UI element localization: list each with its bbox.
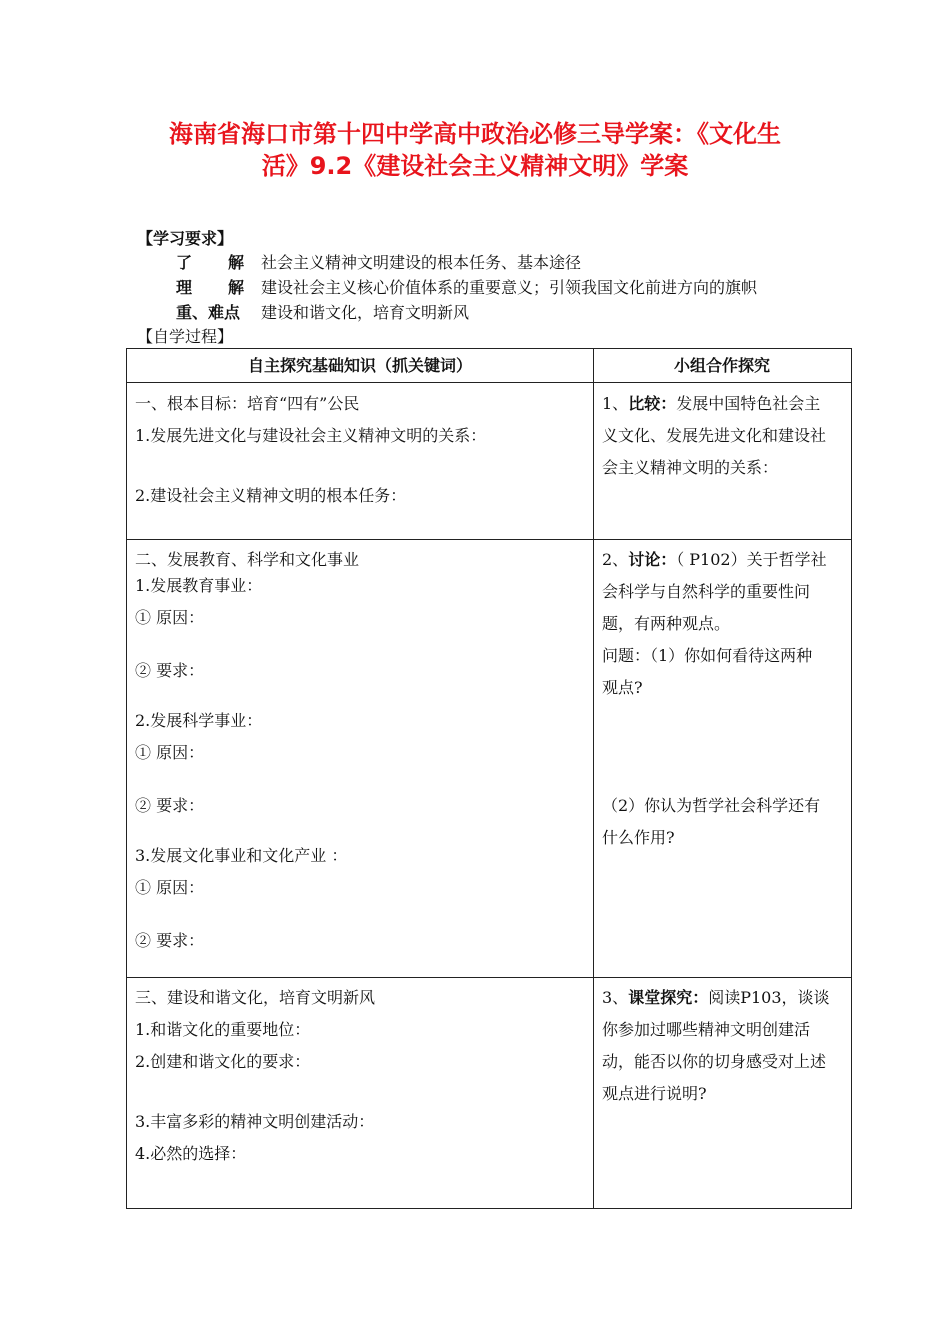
discussion-question-line: 问题：（1）你如何看待这两种	[602, 646, 813, 665]
section-2-item: ② 要求：	[135, 796, 205, 815]
discussion-question: 2、讨论：（ P102）关于哲学社	[602, 550, 827, 569]
section-1-title: 一、根本目标：培育“四有”公民	[135, 394, 360, 413]
column-divider	[593, 349, 594, 1208]
question-label: 比较：	[628, 394, 677, 413]
section-3-title: 三、建设和谐文化，培育文明新风	[135, 988, 376, 1007]
section-2-item: 1.发展教育事业：	[135, 576, 263, 595]
classroom-question-line: 你参加过哪些精神文明创建活	[602, 1020, 811, 1039]
requirement-value-1: 社会主义精神文明建设的根本任务、基本途径	[261, 253, 582, 272]
section-3-item: 2.创建和谐文化的要求：	[135, 1052, 311, 1071]
row-divider	[127, 539, 851, 540]
section-2-item: ① 原因：	[135, 743, 205, 762]
requirement-value-2: 建设社会主义核心价值体系的重要意义；引领我国文化前进方向的旗帜	[261, 278, 758, 297]
discussion-question-line: 什么作用?	[602, 828, 675, 847]
section-3-item: 1.和谐文化的重要地位：	[135, 1020, 311, 1039]
section-1-item: 2.建设社会主义精神文明的根本任务：	[135, 486, 407, 505]
discussion-question-line: 题，有两种观点。	[602, 614, 731, 633]
question-number: 3、	[602, 988, 629, 1007]
classroom-question-line: 动，能否以你的切身感受对上述	[602, 1052, 827, 1071]
header-group-study: 小组合作探究	[673, 356, 770, 375]
section-2-item: ② 要求：	[135, 931, 205, 950]
row-divider	[127, 977, 851, 978]
process-heading: 【自学过程】	[137, 327, 234, 346]
section-2-title: 二、发展教育、科学和文化事业	[135, 550, 360, 569]
section-2-item: ① 原因：	[135, 878, 205, 897]
title-line-1: 海南省海口市第十四中学高中政治必修三导学案：《文化生	[169, 120, 781, 148]
question-number: 1、	[602, 394, 629, 413]
discussion-question-line: 会科学与自然科学的重要性问	[602, 582, 811, 601]
compare-question: 1、比较：发展中国特色社会主	[602, 394, 821, 413]
section-2-item: 3.发展文化事业和文化产业 ：	[135, 846, 348, 865]
discussion-question-line: 观点?	[602, 678, 643, 697]
question-number: 2、	[602, 550, 629, 569]
requirement-value-3: 建设和谐文化，培育文明新风	[261, 303, 470, 322]
requirement-key-1: 了 解	[176, 253, 244, 272]
discussion-question-line: （2）你认为哲学社会科学还有	[602, 796, 821, 815]
section-1-item: 1.发展先进文化与建设社会主义精神文明的关系：	[135, 426, 487, 445]
section-3-item: 4.必然的选择：	[135, 1144, 247, 1163]
study-table	[126, 348, 852, 1209]
row-divider	[127, 382, 851, 383]
classroom-question: 3、课堂探究：阅读P103，谈谈	[602, 988, 830, 1007]
document-title	[120, 118, 830, 182]
requirements-heading: 【学习要求】	[137, 229, 234, 248]
section-2-item: ② 要求：	[135, 661, 205, 680]
section-2-item: 2.发展科学事业：	[135, 711, 263, 730]
header-self-study: 自主探究基础知识（抓关键词）	[247, 356, 472, 375]
requirement-key-3: 重、难点	[176, 303, 241, 322]
title-line-2: 活》9.2《建设社会主义精神文明》学案	[261, 152, 689, 180]
requirement-key-2: 理 解	[176, 278, 244, 297]
classroom-question-line: 观点进行说明?	[602, 1084, 707, 1103]
question-label: 课堂探究：	[628, 988, 709, 1007]
question-label: 讨论：	[628, 550, 677, 569]
compare-question-line: 义文化、发展先进文化和建设社	[602, 426, 827, 445]
section-2-item: ① 原因：	[135, 608, 205, 627]
section-3-item: 3.丰富多彩的精神文明创建活动：	[135, 1112, 375, 1131]
compare-question-line: 会主义精神文明的关系：	[602, 458, 779, 477]
